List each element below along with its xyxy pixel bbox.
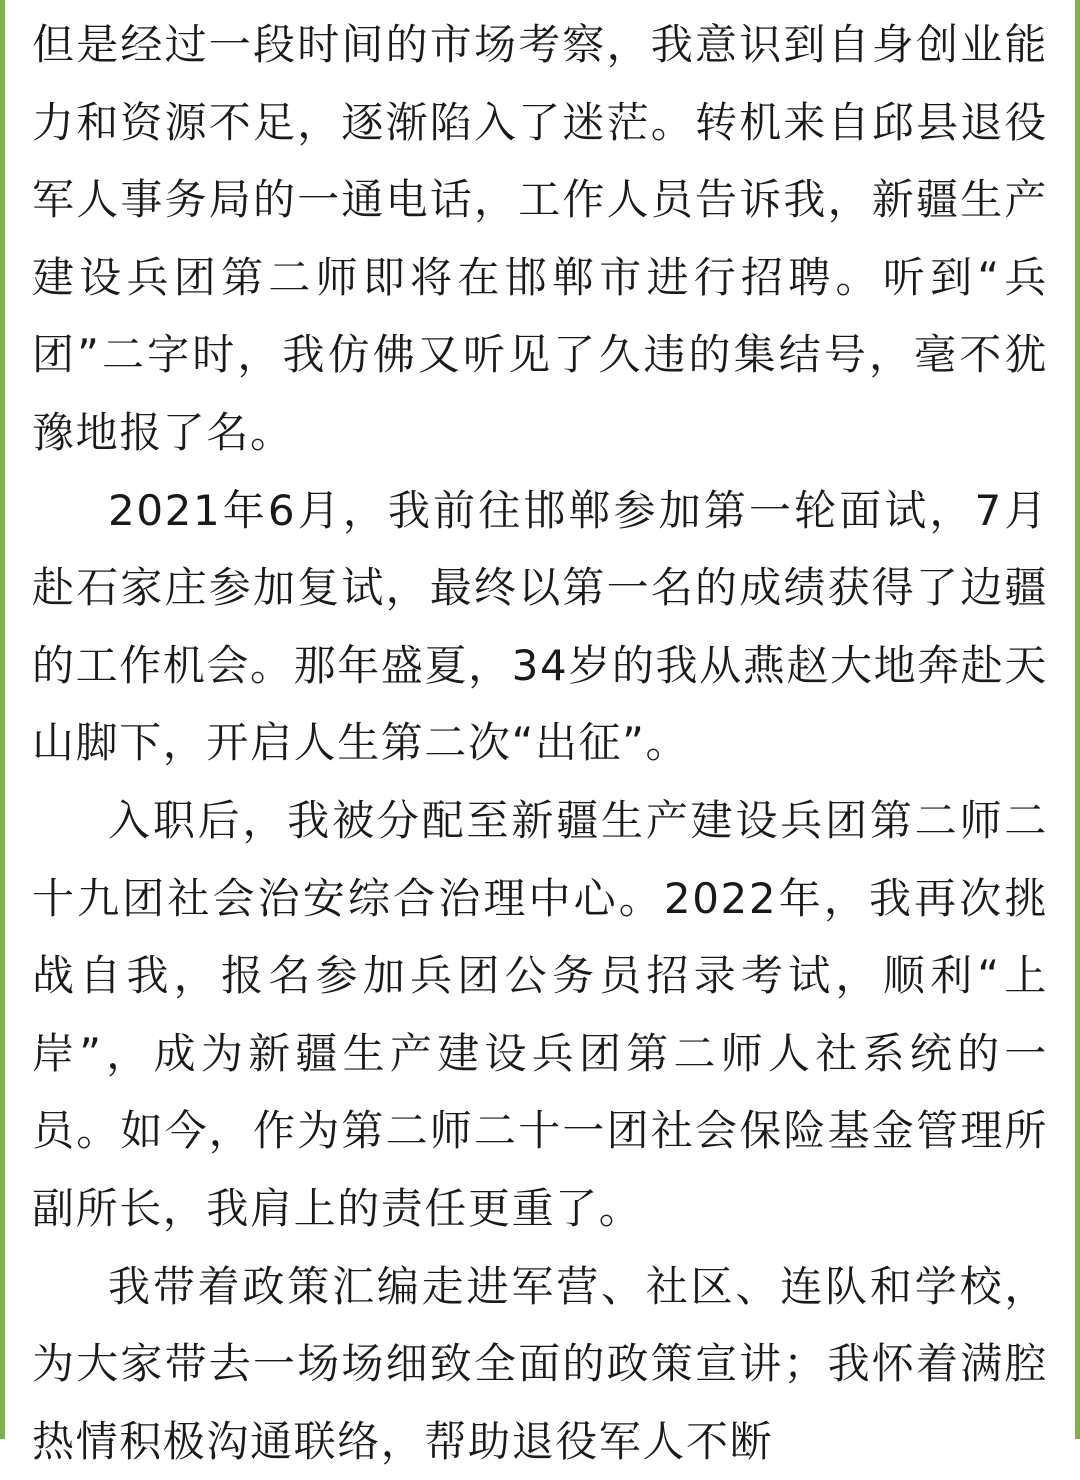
article-body	[32, 6, 1048, 1480]
right-border	[1075, 0, 1080, 1439]
paragraph-3: 入职后，我被分配至新疆生产建设兵团第二师二十九团社会治安综合治理中心。2022年，我再次挑战自我，报名参加兵团公务员招录考试，顺利“上岸”，成为新疆生产建设兵团第二师人社系统的一员。如今，作为第二师二十一团社会保险基金管理所副所长，我肩上的责任更重了。	[32, 782, 1048, 1248]
paragraph-4: 我带着政策汇编走进军营、社区、连队和学校，为大家带去一场场细致全面的政策宣讲；我怀着满腔热情积极沟通联络，帮助退役军人不断	[32, 1248, 1048, 1480]
paragraph-1: 但是经过一段时间的市场考察，我意识到自身创业能力和资源不足，逐渐陷入了迷茫。转机来自邱县退役军人事务局的一通电话，工作人员告诉我，新疆生产建设兵团第二师即将在邯郸市进行招聘。听到“兵团”二字时，我仿佛又听见了久违的集结号，毫不犹豫地报了名。	[32, 6, 1048, 472]
left-border	[0, 0, 5, 1439]
paragraph-2: 2021年6月，我前往邯郸参加第一轮面试，7月赴石家庄参加复试，最终以第一名的成绩获得了边疆的工作机会。那年盛夏，34岁的我从燕赵大地奔赴天山脚下，开启人生第二次“出征”。	[32, 472, 1048, 782]
